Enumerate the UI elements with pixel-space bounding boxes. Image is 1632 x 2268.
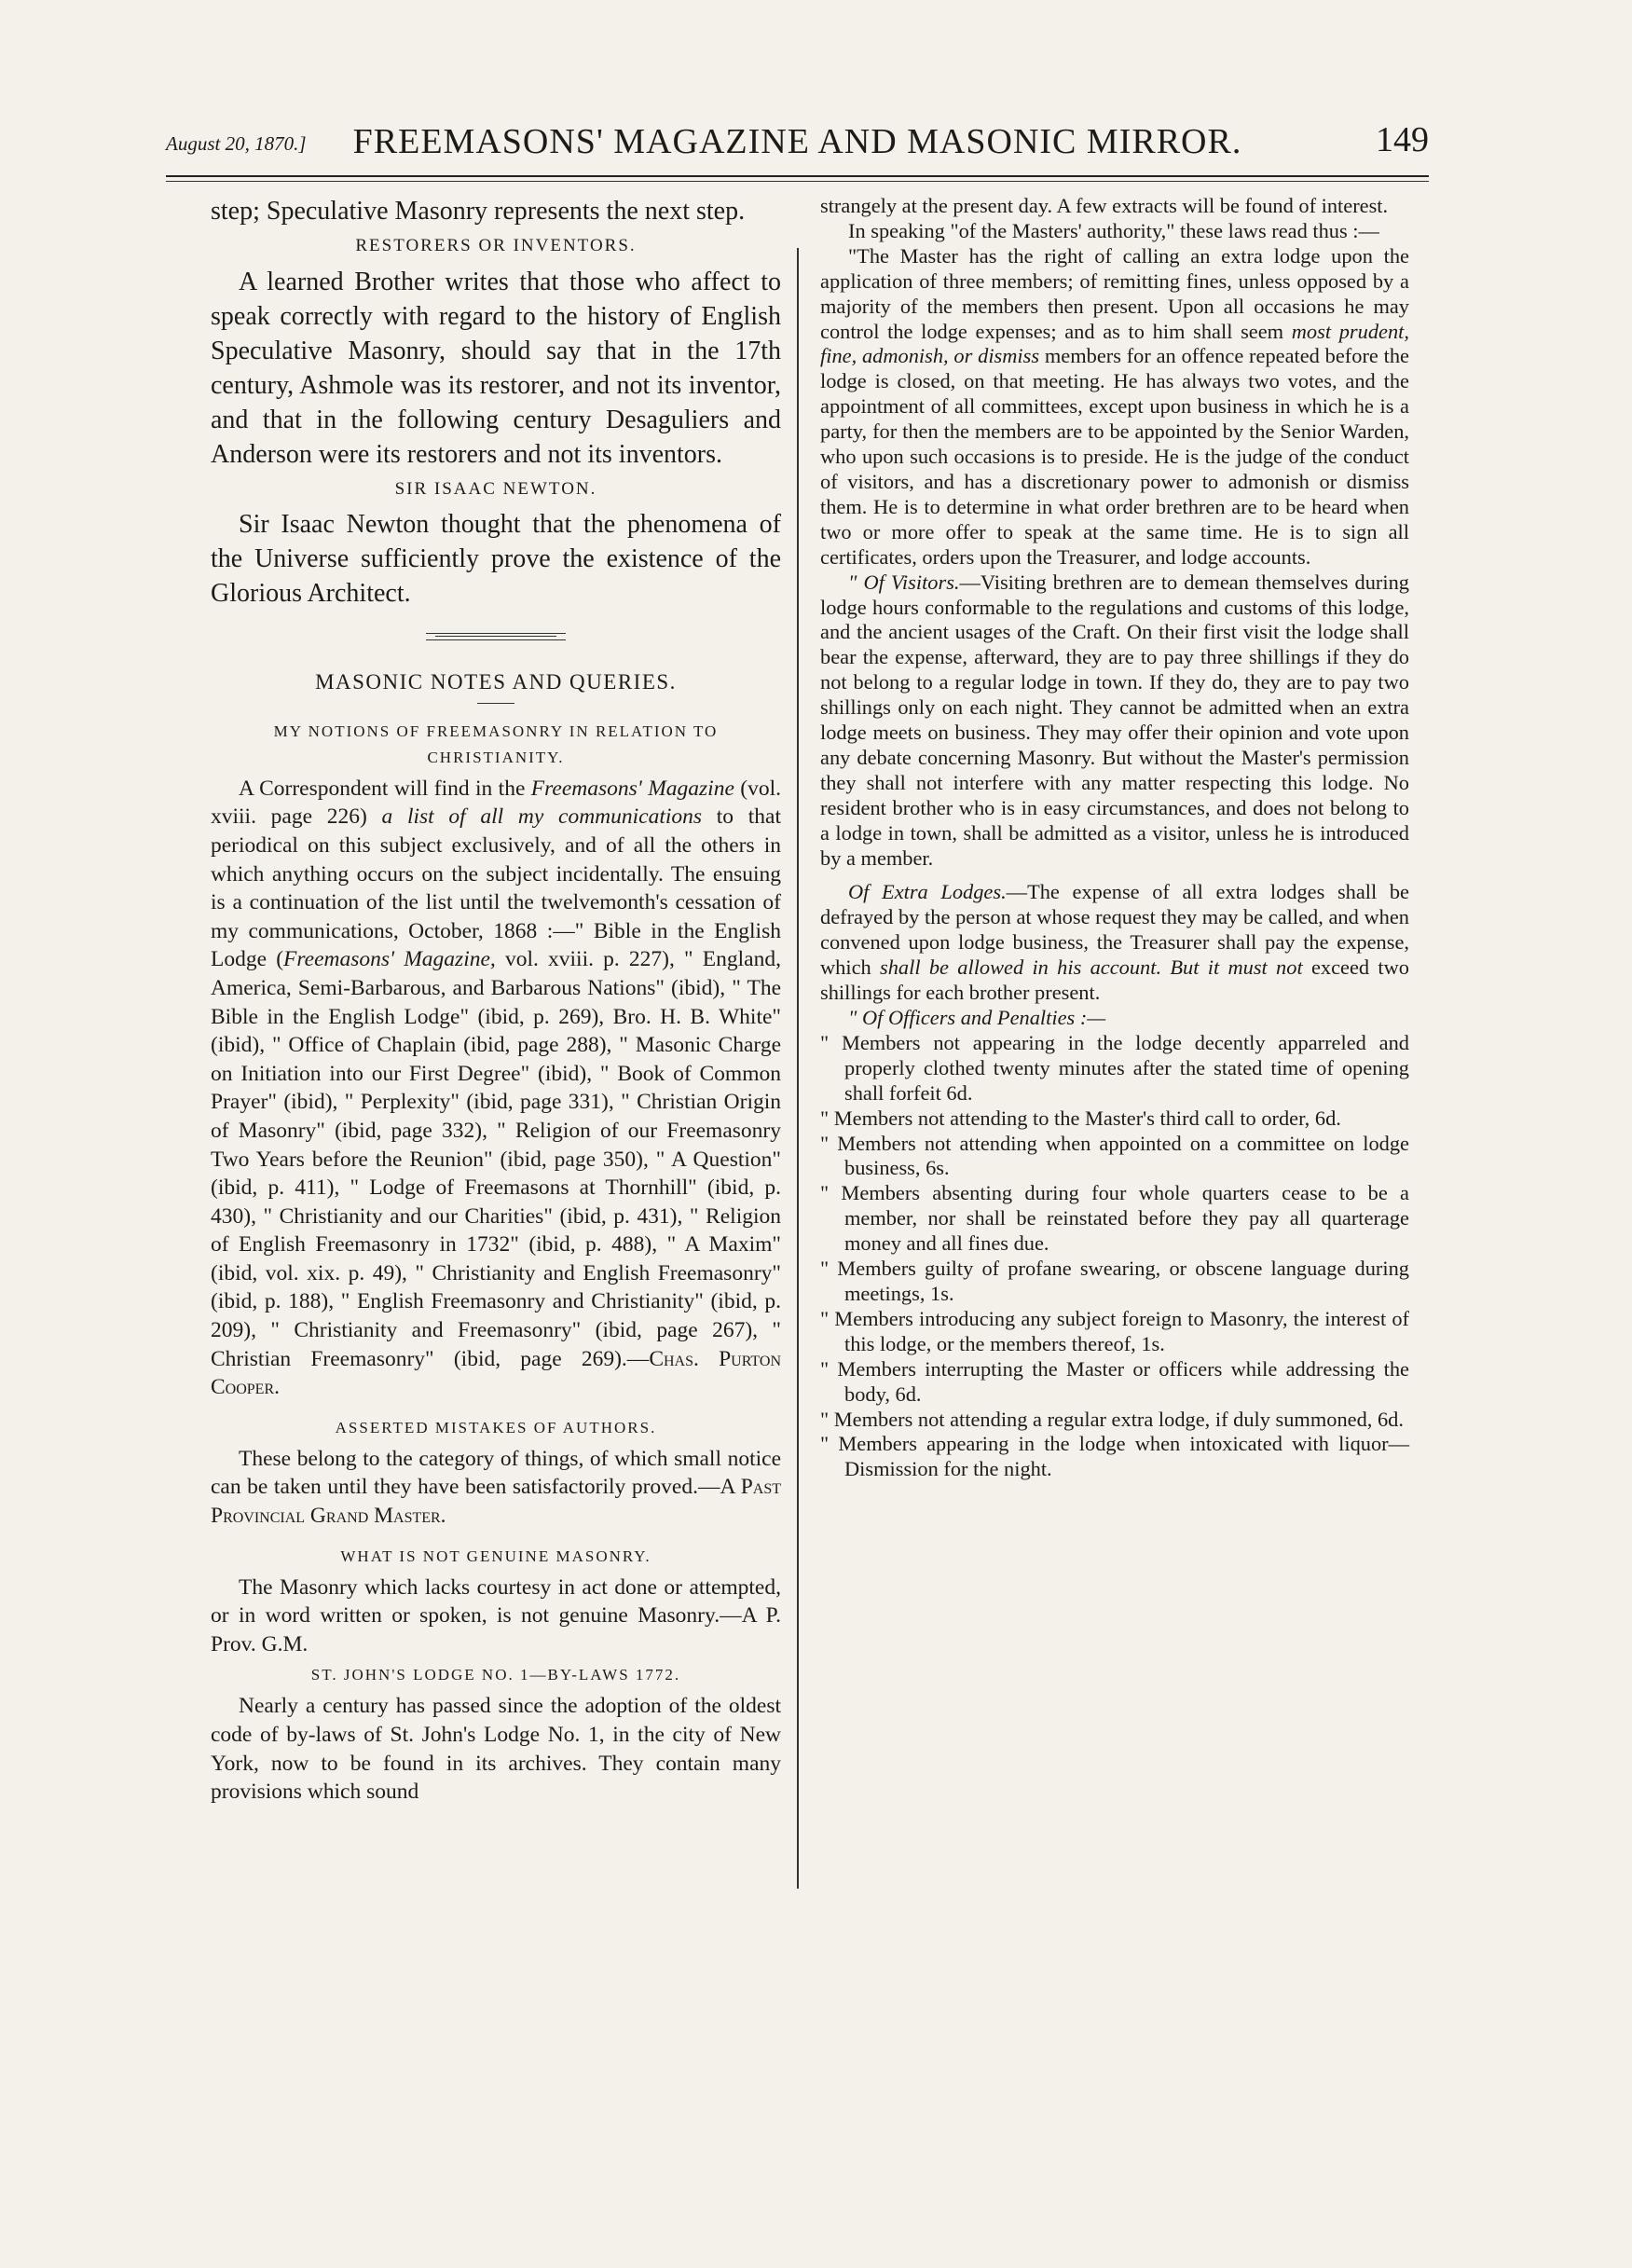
paragraph-visitors — [820, 570, 1409, 872]
text-run: to that periodical on this subject exclusively, and of all the others in which anything occurs on the subject incidentally. The ensuing is a continuation of the list until the twelvemonth's cessation of my communications, October, 1868 :—" Bible in the English Lodge ( — [211, 804, 781, 972]
penalty-item: " Members not attending a regular extra lodge, if duly summoned, 6d. — [820, 1407, 1404, 1431]
paragraph-newton: Sir Isaac Newton thought that the phenomena of the Universe sufficiently prove the existence of the Glorious Architect. — [211, 510, 781, 609]
paragraph-st-johns: Nearly a century has passed since the adoption of the oldest code of by-laws of St. John's Lodge No. 1, in the city of New York, now to be found in its archives. They contain many provisions which sound — [211, 1694, 781, 1805]
text-run: (vol. xviii. page 226) — [211, 776, 782, 830]
section-separator — [426, 633, 566, 640]
paragraph-step: step; Speculative Masonry represents the next step. — [211, 197, 746, 226]
text-run: exceed two shillings for each brother present. — [820, 955, 1409, 1005]
text-run: members for an offence repeated before the lodge is closed, on that meeting. He has always two votes, and the appointment of all committees, except upon business in which he is a party, for then the members are to be appointed by the Senior Warden, who upon such occasions is to preside. He is the judge of the conduct of visitors, and has a discretionary power to admonish or dismiss them. He is to determine in what order brethren are to be heard when two or more offer to speak at the same time. He is to sign all certificates, orders upon the Treasurer, and lodge accounts. — [820, 344, 1409, 569]
paragraph-restorers: A learned Brother writes that those who affect to speak correctly with regard to the history of English Speculative Masonry, should say that in the 17th century, Ashmole was its restorer, and not its inventor, and that in the following century Desaguliers and Anderson were its restorers and not its inventors. — [211, 267, 781, 469]
page-number: 149 — [1376, 120, 1429, 159]
text-run: A Correspondent will find in the — [239, 776, 531, 801]
text-run: —Visiting brethren are to demean themselves during lodge hours conformable to the regulations and customs of this lodge, and the ancient usages of the Craft. On their first visit the lodge shall bear the expense, afterward, they are to pay three shillings if they do not belong to a regular lodge in town. If they do, they are to pay two shillings only on each night. They cannot be admitted when an extra lodge meets on business. They may offer their opinion and vote upon any debate concerning Masonry. But without the Master's permission they shall not interfere with any matter respecting this lodge. No resident brother who is in easy circumstances, and does not belong to a lodge in town, shall be admitted as a visitor, unless he is introduced by a member. — [820, 570, 1409, 870]
paragraph-speaking: In speaking "of the Masters' authority," these laws read thus :— — [848, 218, 1379, 242]
text-run: "The Master has the right of calling an extra lodge upon the application of three members; of remitting fines, unless opposed by a majority of the members then present. Upon all occasions he may control the lodge expenses; and as to him shall seem — [820, 243, 1409, 343]
penalty-item: " Members absenting during four whole quarters cease to be a member, nor shall be reinstated before they pay all quarterage money and all fines due. — [820, 1181, 1409, 1256]
penalty-item: " Members not appearing in the lodge decently apparreled and properly clothed twenty minutes after the stated time of opening shall forfeit 6d. — [820, 1030, 1409, 1105]
text-run-italic: a list of all my communications — [381, 804, 703, 830]
heading-newton: SIR ISAAC NEWTON. — [394, 478, 597, 499]
right-column — [820, 194, 1409, 1482]
running-header — [166, 112, 1429, 172]
heading-notions: MY NOTIONS OF FREEMASONRY IN RELATION TO CHRISTIANITY. — [273, 722, 719, 766]
heading-mistakes: ASSERTED MISTAKES OF AUTHORS. — [335, 1418, 657, 1436]
paragraph-officers — [820, 1006, 1409, 1031]
penalty-item: " Members not attending to the Master's third call to order, 6d. — [820, 1106, 1341, 1130]
spacer — [820, 871, 1409, 880]
text-run: These belong to the category of things, of which small notice can be taken until they have been satisfactorily proved.— — [211, 1446, 781, 1500]
paragraph-genuine: The Masonry which lacks courtesy in act done or attempted, or in word written or spoken, is not genuine Masonry.—A P. Prov. G.M. — [211, 1574, 781, 1656]
heading-genuine: WHAT IS NOT GENUINE MASONRY. — [340, 1546, 651, 1565]
paragraph-mistakes — [211, 1445, 781, 1531]
penalty-item: " Members not attending when appointed on a committee on lodge business, 6s. — [820, 1131, 1409, 1180]
text-run-italic: Freemasons' Magazine, — [283, 947, 496, 972]
paragraph-master — [820, 244, 1409, 570]
paragraph-strangely: strangely at the present day. A few extracts will be found of interest. — [820, 194, 1389, 217]
spacer — [211, 1402, 781, 1411]
penalty-item: " Members appearing in the lodge when intoxicated with liquor—Dismission for the night. — [820, 1432, 1409, 1481]
text-run-italic: shall be allowed in his account. But it must not — [880, 955, 1303, 980]
text-run-italic: most prudent, fine, admonish, or dismiss — [820, 319, 1409, 368]
paragraph-notions — [211, 775, 781, 1402]
penalty-item: " Members interrupting the Master or officers while addressing the body, 6d. — [820, 1356, 1409, 1406]
signature: Chas. Purton Cooper. — [211, 1346, 781, 1400]
publication-title: FREEMASONS' MAGAZINE AND MASONIC MIRROR. — [352, 122, 1242, 161]
run-in-heading: Of Extra Lodges. — [848, 880, 1007, 904]
run-in-heading: " Of Visitors. — [848, 570, 960, 594]
short-rule — [477, 703, 514, 704]
text-run-italic: Freemasons' Magazine — [530, 776, 734, 801]
heading-restorers: RESTORERS OR INVENTORS. — [355, 236, 637, 255]
spacer — [211, 1531, 781, 1540]
run-in-heading: " Of Officers and Penalties :— — [848, 1006, 1106, 1029]
signature: A Past Provincial Grand Master. — [211, 1475, 781, 1529]
column-divider — [797, 248, 799, 1889]
paragraph-extra-lodges — [820, 880, 1409, 1006]
text-run: —The expense of all extra lodges shall be defrayed by the person at whose request they may be called, and when convened upon lodge business, the Treasurer shall pay the expense, which — [820, 880, 1409, 980]
text-run: vol. xviii. p. 227), " England, America, Semi-Barbarous, and Barbarous Nations" (ibid), " The Bible in the English Lodge" (ibid, p. 269), Bro. H. B. White" (ibid), " Office of Chaplain (ibid, page 288), " Masonic Charge on Initiation into our First Degree" (ibid), " Book of Common Prayer" (ibid), " Perplexity" (ibid, page 331), " Christian Origin of Masonry" (ibid, page 332), " Religion of our Freemasonry Two Years before the Reunion" (ibid, page 350), " A Question" (ibid, p. 411), " Lodge of Freemasons at Thornhill" (ibid, p. 430), " Christianity and our Charities" (ibid, p. 431), " Religion of English Freemasonry in 1732" (ibid, p. 488), " A Maxim" (ibid, vol. xix. p. 49), " Christianity and English Freemasonry" (ibid, p. 188), " English Freemasonry and Christianity" (ibid, p. 209), " Christianity and Freemasonry" (ibid, page 267), " Christian Freemasonry" (ibid, page 269).— — [211, 947, 781, 1371]
penalty-item: " Members guilty of profane swearing, or obscene language during meetings, 1s. — [820, 1257, 1409, 1305]
left-column — [211, 194, 781, 1807]
penalty-item: " Members introducing any subject foreign to Masonry, the interest of this lodge, or the members thereof, 1s. — [820, 1306, 1409, 1355]
heading-st-johns: ST. JOHN'S LODGE NO. 1—BY-LAWS 1772. — [310, 1666, 681, 1684]
header-rule — [166, 175, 1429, 182]
heading-masonic-notes: MASONIC NOTES AND QUERIES. — [315, 670, 677, 694]
issue-date: August 20, 1870.] — [166, 132, 307, 155]
